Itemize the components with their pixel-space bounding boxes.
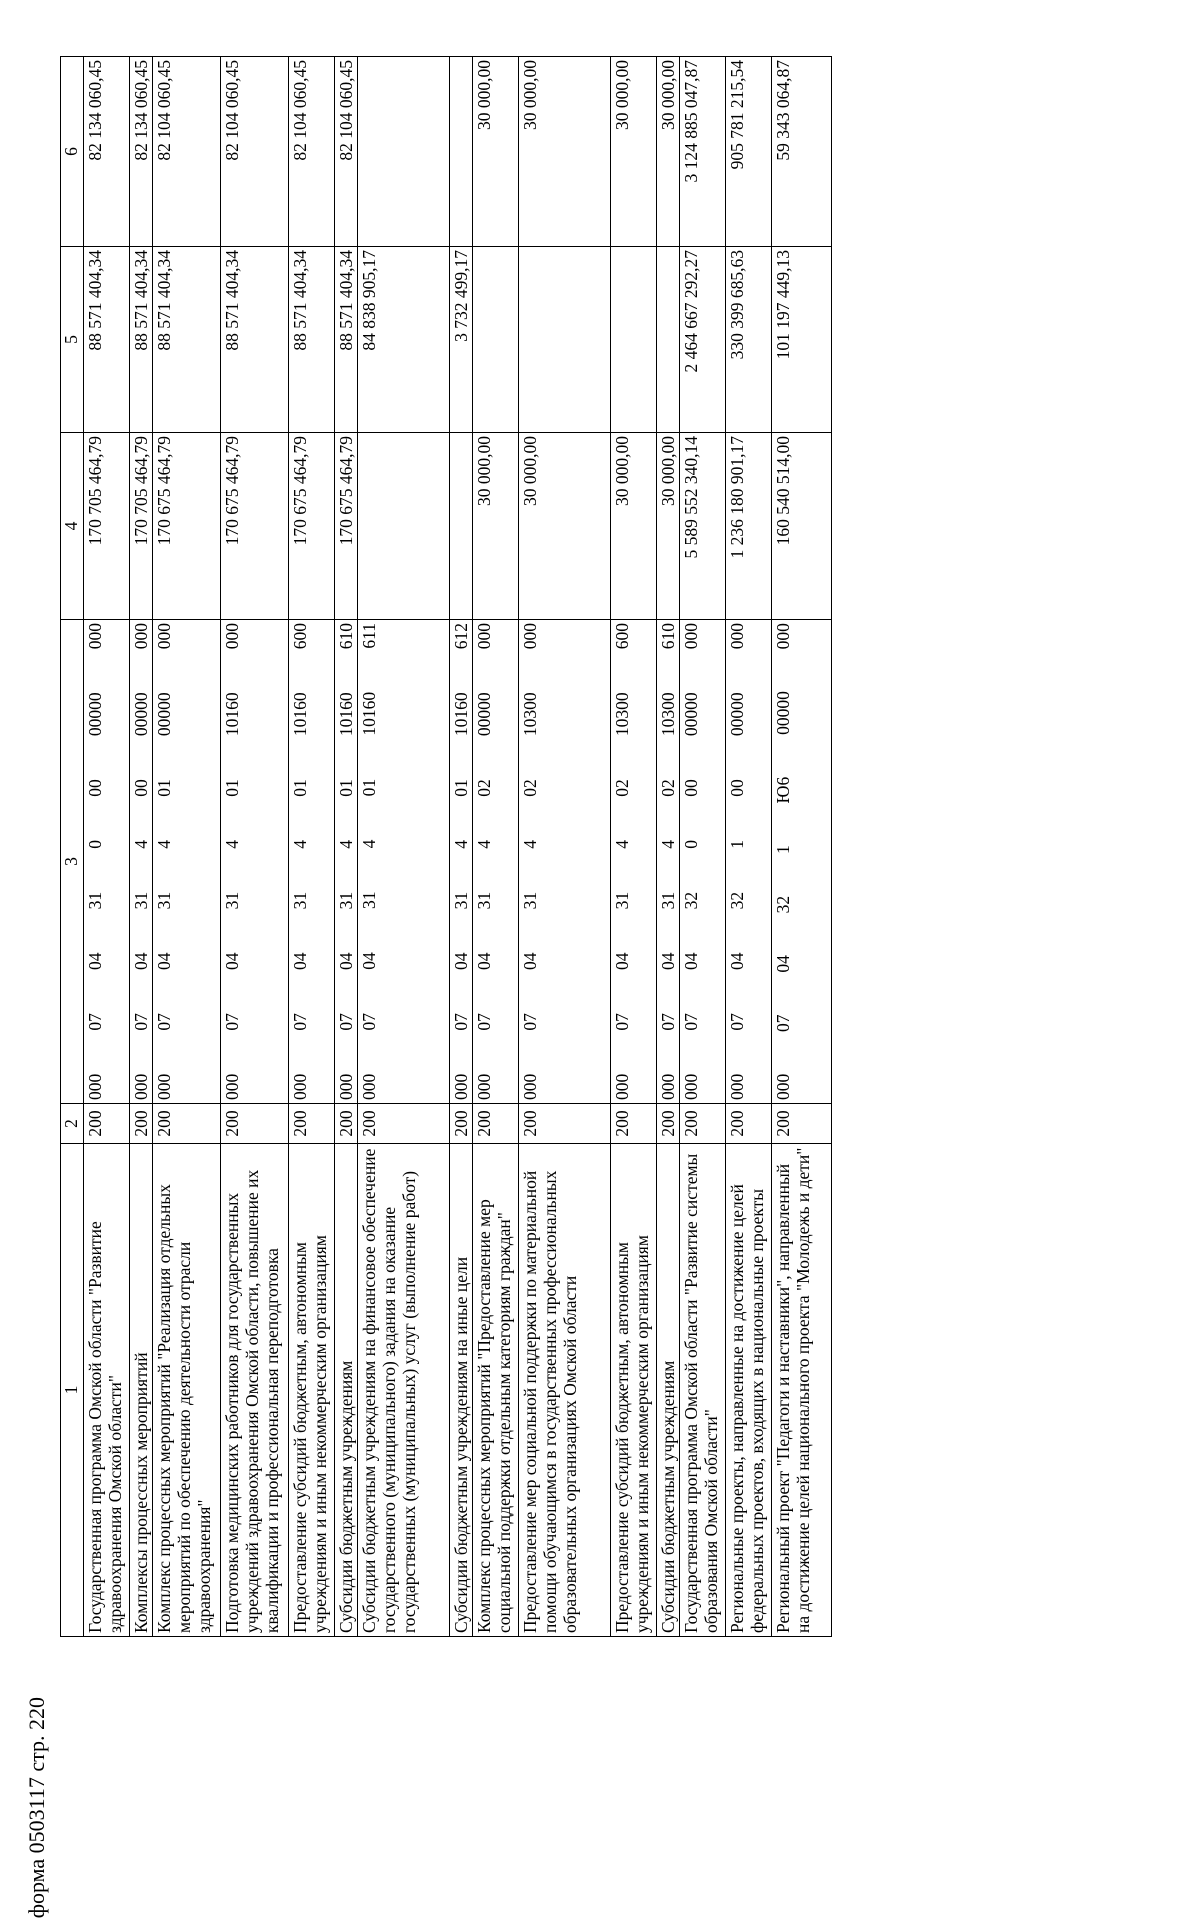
budget-code-part: 04 xyxy=(520,952,540,970)
line-code-cell: 200 xyxy=(358,1104,450,1144)
budget-code-part: 000 xyxy=(474,623,494,650)
row-name-cell: Предоставление субсидий бюджетным, автономным учреждениям и иным некоммерческим организациям xyxy=(289,1144,335,1637)
executed-amount-cell xyxy=(519,247,611,433)
budget-code-part: 01 xyxy=(154,779,174,797)
budget-code-part: 07 xyxy=(451,1013,471,1031)
budget-code-part: 0 xyxy=(681,839,701,849)
budget-code-part: 000 xyxy=(359,1073,379,1100)
budget-code-part: 07 xyxy=(359,1013,379,1031)
budget-code-part: 31 xyxy=(85,891,105,910)
line-code-cell: 200 xyxy=(611,1104,657,1144)
budget-code-part: 01 xyxy=(222,779,242,797)
budget-code-part: 07 xyxy=(658,1013,678,1031)
budget-code-cell xyxy=(335,620,358,1104)
table-row xyxy=(450,57,473,1637)
budget-code-parts xyxy=(773,623,793,1100)
budget-code-part: 4 xyxy=(154,839,174,849)
budget-code-part: 02 xyxy=(520,779,540,797)
unexecuted-amount-cell: 82 134 060,45 xyxy=(130,57,153,247)
budget-code-part: 31 xyxy=(131,891,151,910)
executed-amount-cell xyxy=(611,247,657,433)
budget-code-cell xyxy=(450,620,473,1104)
budget-code-parts xyxy=(474,623,494,1100)
budget-code-part: 4 xyxy=(658,839,678,849)
column-number-row xyxy=(61,57,84,1637)
budget-code-part: 000 xyxy=(520,623,540,650)
budget-code-part: 04 xyxy=(451,952,471,970)
table-row xyxy=(289,57,335,1637)
line-code-cell: 200 xyxy=(289,1104,335,1144)
budget-code-part: 31 xyxy=(290,891,310,910)
executed-amount-cell: 88 571 404,34 xyxy=(335,247,358,433)
budget-code-part: 07 xyxy=(154,1013,174,1031)
table-body xyxy=(84,57,832,1637)
budget-code-parts xyxy=(520,623,540,1100)
column-header: 1 xyxy=(61,1144,84,1637)
budget-code-parts xyxy=(290,623,310,1100)
unexecuted-amount-cell: 30 000,00 xyxy=(611,57,657,247)
budget-code-cell xyxy=(680,620,726,1104)
line-code-cell: 200 xyxy=(221,1104,289,1144)
budget-code-part: 01 xyxy=(336,779,356,797)
budget-code-cell xyxy=(657,620,680,1104)
budget-code-part: 00000 xyxy=(727,692,747,737)
table-row xyxy=(221,57,289,1637)
row-name-cell: Подготовка медицинских работников для государственных учреждений здравоохранения Омской области, повышение их квалификации и профессиональная переподготовка xyxy=(221,1144,289,1637)
budget-code-part: 000 xyxy=(290,1073,310,1100)
budget-code-part: 000 xyxy=(336,1073,356,1100)
budget-code-part: 07 xyxy=(727,1013,747,1031)
row-name-cell: Комплекс процессных мероприятий "Предоставление мер социальной поддержки отдельным категориям граждан" xyxy=(473,1144,519,1637)
budget-code-part: 07 xyxy=(773,1014,793,1032)
budget-code-part: 000 xyxy=(154,1073,174,1100)
budget-code-part: 600 xyxy=(290,623,310,650)
budget-code-part: 000 xyxy=(85,623,105,650)
executed-amount-cell: 88 571 404,34 xyxy=(153,247,221,433)
budget-code-part: 32 xyxy=(681,891,701,910)
row-name-cell: Предоставление субсидий бюджетным, автономным учреждениям и иным некоммерческим организациям xyxy=(611,1144,657,1637)
row-name-cell: Комплексы процессных мероприятий xyxy=(130,1144,153,1637)
approved-amount-cell: 170 675 464,79 xyxy=(335,433,358,620)
row-name-cell: Субсидии бюджетным учреждениям xyxy=(335,1144,358,1637)
row-name-cell: Региональный проект "Педагоги и наставники", направленный на достижение целей национального проекта "Молодежь и дети" xyxy=(772,1144,832,1637)
budget-code-part: 04 xyxy=(474,952,494,970)
budget-code-part: 00 xyxy=(727,779,747,797)
budget-code-part: 000 xyxy=(658,1073,678,1100)
budget-code-part: 4 xyxy=(336,839,356,849)
executed-amount-cell xyxy=(657,247,680,433)
approved-amount-cell: 1 236 180 901,17 xyxy=(726,433,772,620)
budget-code-part: 00000 xyxy=(131,692,151,737)
unexecuted-amount-cell: 82 104 060,45 xyxy=(221,57,289,247)
budget-code-parts xyxy=(727,623,747,1100)
budget-code-part: 04 xyxy=(290,952,310,970)
unexecuted-amount-cell: 59 343 064,87 xyxy=(772,57,832,247)
unexecuted-amount-cell: 30 000,00 xyxy=(519,57,611,247)
budget-code-part: 31 xyxy=(154,891,174,910)
budget-code-part: 07 xyxy=(681,1013,701,1031)
budget-code-part: 31 xyxy=(658,891,678,910)
budget-code-part: 1 xyxy=(773,845,793,854)
budget-code-part: 4 xyxy=(612,839,632,849)
table-row xyxy=(519,57,611,1637)
executed-amount-cell: 88 571 404,34 xyxy=(221,247,289,433)
budget-code-part: 000 xyxy=(85,1073,105,1100)
budget-code-part: 32 xyxy=(727,891,747,910)
budget-code-cell xyxy=(130,620,153,1104)
budget-code-part: 10160 xyxy=(222,692,242,737)
budget-code-part: 04 xyxy=(359,952,379,970)
budget-code-part: 04 xyxy=(658,952,678,970)
line-code-cell: 200 xyxy=(84,1104,130,1144)
budget-code-part: 04 xyxy=(727,952,747,970)
budget-code-part: 10160 xyxy=(290,692,310,737)
budget-code-parts xyxy=(154,623,174,1100)
budget-code-part: 10300 xyxy=(658,692,678,737)
budget-code-part: 07 xyxy=(290,1013,310,1031)
line-code-cell: 200 xyxy=(335,1104,358,1144)
table-row xyxy=(657,57,680,1637)
unexecuted-amount-cell: 905 781 215,54 xyxy=(726,57,772,247)
budget-code-part: 02 xyxy=(658,779,678,797)
approved-amount-cell: 170 705 464,79 xyxy=(130,433,153,620)
budget-code-part: 00 xyxy=(131,779,151,797)
budget-code-part: 07 xyxy=(520,1013,540,1031)
budget-code-part: 04 xyxy=(154,952,174,970)
budget-code-part: 000 xyxy=(474,1073,494,1100)
budget-code-parts xyxy=(359,623,379,1100)
unexecuted-amount-cell xyxy=(358,57,450,247)
budget-code-parts xyxy=(612,623,632,1100)
budget-code-part: 000 xyxy=(520,1073,540,1100)
budget-code-part: 04 xyxy=(612,952,632,970)
unexecuted-amount-cell xyxy=(450,57,473,247)
budget-code-part: 600 xyxy=(612,623,632,650)
budget-code-part: 000 xyxy=(154,623,174,650)
approved-amount-cell: 170 675 464,79 xyxy=(289,433,335,620)
budget-code-part: 00000 xyxy=(474,692,494,737)
budget-code-part: 07 xyxy=(131,1013,151,1031)
column-header: 6 xyxy=(61,57,84,247)
line-code-cell: 200 xyxy=(153,1104,221,1144)
line-code-cell: 200 xyxy=(519,1104,611,1144)
budget-code-part: 10300 xyxy=(612,692,632,737)
report-table xyxy=(60,56,832,1637)
approved-amount-cell: 170 705 464,79 xyxy=(84,433,130,620)
budget-code-cell xyxy=(221,620,289,1104)
budget-code-part: 00000 xyxy=(773,691,793,735)
row-name-cell: Предоставление мер социальной поддержки по материальной помощи обучающимся в государственных профессиональных образовательных организациях Омской области xyxy=(519,1144,611,1637)
budget-code-part: 31 xyxy=(359,891,379,910)
executed-amount-cell xyxy=(473,247,519,433)
unexecuted-amount-cell: 82 104 060,45 xyxy=(289,57,335,247)
budget-code-part: 612 xyxy=(451,623,471,650)
budget-code-part: 000 xyxy=(681,1073,701,1100)
budget-code-part: 01 xyxy=(290,779,310,797)
budget-code-part: 4 xyxy=(520,839,540,849)
budget-code-cell xyxy=(772,620,832,1104)
budget-code-part: 0 xyxy=(85,839,105,849)
line-code-cell: 200 xyxy=(130,1104,153,1144)
budget-code-part: 31 xyxy=(451,891,471,910)
row-name-cell: Субсидии бюджетным учреждениям xyxy=(657,1144,680,1637)
budget-code-part: 02 xyxy=(612,779,632,797)
budget-code-cell xyxy=(519,620,611,1104)
budget-code-cell xyxy=(289,620,335,1104)
table-row xyxy=(153,57,221,1637)
budget-code-part: 01 xyxy=(451,779,471,797)
budget-code-part: 00 xyxy=(681,779,701,797)
budget-code-cell xyxy=(473,620,519,1104)
budget-code-cell xyxy=(726,620,772,1104)
budget-code-part: 31 xyxy=(222,891,242,910)
approved-amount-cell xyxy=(358,433,450,620)
budget-code-part: 00000 xyxy=(681,692,701,737)
row-name-cell: Комплекс процессных мероприятий "Реализация отдельных мероприятий по обеспечению деятельности отрасли здравоохранения" xyxy=(153,1144,221,1637)
budget-code-part: 04 xyxy=(773,955,793,973)
approved-amount-cell: 170 675 464,79 xyxy=(221,433,289,620)
budget-code-parts xyxy=(85,623,105,1100)
line-code-cell: 200 xyxy=(657,1104,680,1144)
budget-code-parts xyxy=(131,623,151,1100)
approved-amount-cell: 30 000,00 xyxy=(519,433,611,620)
budget-code-part: 4 xyxy=(222,839,242,849)
budget-code-part: 32 xyxy=(773,895,793,914)
budget-code-part: Ю6 xyxy=(773,776,793,804)
budget-code-part: 10300 xyxy=(520,692,540,737)
form-label: форма 0503117 стр. 220 xyxy=(24,1697,49,1918)
table-row xyxy=(130,57,153,1637)
budget-code-part: 4 xyxy=(359,839,379,849)
budget-code-part: 07 xyxy=(474,1013,494,1031)
row-name-cell: Государственная программа Омской области "Развитие системы образования Омской области" xyxy=(680,1144,726,1637)
budget-code-part: 4 xyxy=(474,839,494,849)
budget-code-part: 00 xyxy=(85,779,105,797)
budget-code-cell xyxy=(358,620,450,1104)
approved-amount-cell: 30 000,00 xyxy=(473,433,519,620)
budget-code-part: 10160 xyxy=(359,691,379,736)
budget-code-part: 07 xyxy=(85,1013,105,1031)
approved-amount-cell: 170 675 464,79 xyxy=(153,433,221,620)
table-row xyxy=(772,57,832,1637)
table-row xyxy=(358,57,450,1637)
unexecuted-amount-cell: 82 104 060,45 xyxy=(153,57,221,247)
budget-code-part: 000 xyxy=(222,1073,242,1100)
executed-amount-cell: 2 464 667 292,27 xyxy=(680,247,726,433)
budget-code-part: 000 xyxy=(773,1073,793,1100)
budget-code-part: 00000 xyxy=(154,692,174,737)
budget-code-part: 10160 xyxy=(336,692,356,737)
budget-code-part: 610 xyxy=(658,623,678,650)
budget-code-part: 000 xyxy=(727,623,747,650)
budget-code-part: 000 xyxy=(131,623,151,650)
executed-amount-cell: 3 732 499,17 xyxy=(450,247,473,433)
budget-code-cell xyxy=(84,620,130,1104)
approved-amount-cell: 30 000,00 xyxy=(657,433,680,620)
budget-code-part: 4 xyxy=(290,839,310,849)
column-header: 5 xyxy=(61,247,84,433)
table-row xyxy=(84,57,130,1637)
budget-code-part: 31 xyxy=(474,891,494,910)
budget-code-part: 02 xyxy=(474,779,494,797)
unexecuted-amount-cell: 30 000,00 xyxy=(657,57,680,247)
budget-code-parts xyxy=(681,623,701,1100)
budget-code-part: 07 xyxy=(336,1013,356,1031)
budget-code-part: 31 xyxy=(520,891,540,910)
table-row xyxy=(473,57,519,1637)
column-header: 2 xyxy=(61,1104,84,1144)
executed-amount-cell: 101 197 449,13 xyxy=(772,247,832,433)
budget-code-part: 07 xyxy=(222,1013,242,1031)
row-name-cell: Субсидии бюджетным учреждениям на иные цели xyxy=(450,1144,473,1637)
budget-code-part: 10160 xyxy=(451,692,471,737)
budget-code-part: 610 xyxy=(336,623,356,650)
line-code-cell: 200 xyxy=(680,1104,726,1144)
budget-code-part: 00000 xyxy=(85,692,105,737)
line-code-cell: 200 xyxy=(772,1104,832,1144)
budget-code-part: 000 xyxy=(727,1073,747,1100)
budget-code-cell xyxy=(153,620,221,1104)
budget-code-part: 000 xyxy=(612,1073,632,1100)
executed-amount-cell: 330 399 685,63 xyxy=(726,247,772,433)
budget-code-cell xyxy=(611,620,657,1104)
budget-code-part: 000 xyxy=(681,623,701,650)
budget-code-part: 04 xyxy=(336,952,356,970)
budget-code-part: 611 xyxy=(359,623,379,649)
budget-code-part: 01 xyxy=(359,778,379,797)
row-name-cell: Государственная программа Омской области "Развитие здравоохранения Омской области" xyxy=(84,1144,130,1637)
unexecuted-amount-cell: 3 124 885 047,87 xyxy=(680,57,726,247)
unexecuted-amount-cell: 30 000,00 xyxy=(473,57,519,247)
line-code-cell: 200 xyxy=(450,1104,473,1144)
budget-code-part: 1 xyxy=(727,839,747,849)
unexecuted-amount-cell: 82 134 060,45 xyxy=(84,57,130,247)
table-row xyxy=(335,57,358,1637)
budget-code-parts xyxy=(658,623,678,1100)
budget-code-parts xyxy=(336,623,356,1100)
budget-code-part: 31 xyxy=(336,891,356,910)
executed-amount-cell: 88 571 404,34 xyxy=(84,247,130,433)
executed-amount-cell: 88 571 404,34 xyxy=(289,247,335,433)
budget-code-part: 000 xyxy=(773,623,793,650)
budget-code-part: 4 xyxy=(451,839,471,849)
budget-code-parts xyxy=(222,623,242,1100)
budget-code-part: 4 xyxy=(131,839,151,849)
approved-amount-cell: 5 589 552 340,14 xyxy=(680,433,726,620)
budget-code-part: 04 xyxy=(222,952,242,970)
budget-code-part: 000 xyxy=(131,1073,151,1100)
line-code-cell: 200 xyxy=(473,1104,519,1144)
unexecuted-amount-cell: 82 104 060,45 xyxy=(335,57,358,247)
table-row xyxy=(611,57,657,1637)
column-header: 4 xyxy=(61,433,84,620)
budget-code-part: 31 xyxy=(612,891,632,910)
budget-code-part: 04 xyxy=(681,952,701,970)
row-name-cell: Региональные проекты, направленные на достижение целей федеральных проектов, входящих в национальные проекты xyxy=(726,1144,772,1637)
budget-code-part: 000 xyxy=(222,623,242,650)
executed-amount-cell: 84 838 905,17 xyxy=(358,247,450,433)
approved-amount-cell xyxy=(450,433,473,620)
line-code-cell: 200 xyxy=(726,1104,772,1144)
approved-amount-cell: 160 540 514,00 xyxy=(772,433,832,620)
budget-code-part: 04 xyxy=(85,952,105,970)
approved-amount-cell: 30 000,00 xyxy=(611,433,657,620)
row-name-cell: Субсидии бюджетным учреждениям на финансовое обеспечение государственного (муниципального) задания на оказание государственных (муниципальных) услуг (выполнение работ) xyxy=(358,1144,450,1637)
table-row xyxy=(680,57,726,1637)
budget-code-part: 04 xyxy=(131,952,151,970)
column-header: 3 xyxy=(61,620,84,1104)
budget-code-parts xyxy=(451,623,471,1100)
executed-amount-cell: 88 571 404,34 xyxy=(130,247,153,433)
budget-code-part: 000 xyxy=(451,1073,471,1100)
table-row xyxy=(726,57,772,1637)
budget-code-part: 07 xyxy=(612,1013,632,1031)
